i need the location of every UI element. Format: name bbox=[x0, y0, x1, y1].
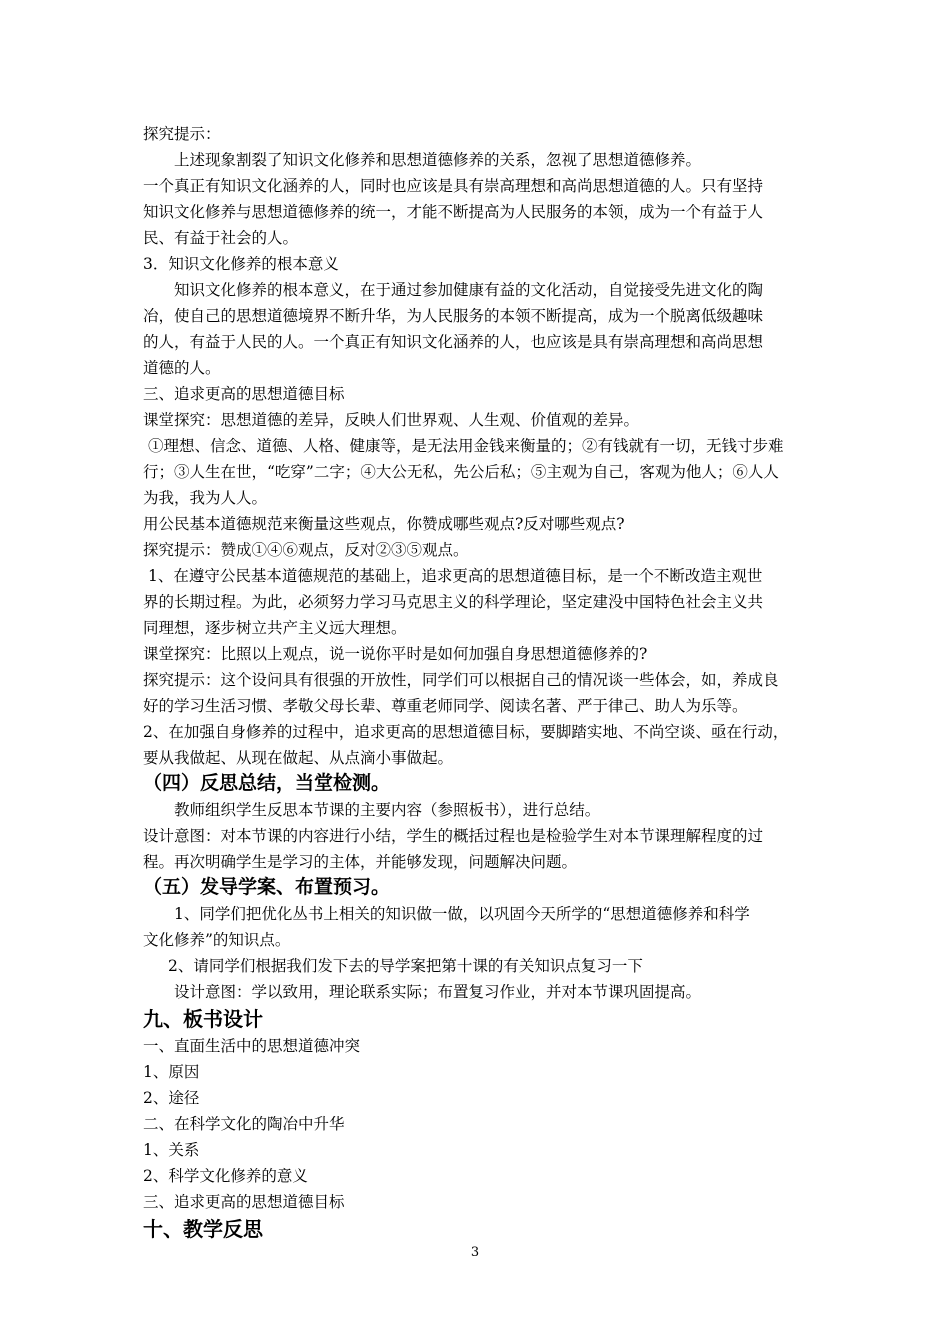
outline-item: 一、直面生活中的思想道德冲突 bbox=[143, 1037, 361, 1055]
paragraph-line: 一个真正有知识文化涵养的人，同时也应该是具有崇高理想和高尚思想道德的人。只有坚持 bbox=[143, 177, 764, 195]
paragraph-line: 为我，我为人人。 bbox=[143, 489, 268, 507]
paragraph-line: 课堂探究：思想道德的差异，反映人们世界观、人生观、价值观的差异。 bbox=[143, 411, 640, 429]
outline-item: 2、途径 bbox=[143, 1089, 200, 1107]
paragraph-line: 1、在遵守公民基本道德规范的基础上，追求更高的思想道德目标，是一个不断改造主观世 bbox=[148, 567, 763, 585]
paragraph-line: 2、请同学们根据我们发下去的导学案把第十课的有关知识点复习一下 bbox=[168, 957, 643, 975]
paragraph-line: ①理想、信念、道德、人格、健康等，是无法用金钱来衡量的；②有钱就有一切，无钱寸步难 bbox=[148, 437, 784, 455]
paragraph-line: 知识文化修养的根本意义，在于通过参加健康有益的文化活动，自觉接受先进文化的陶 bbox=[174, 281, 764, 299]
paragraph-line: 程。再次明确学生是学习的主体，并能够发现，问题解决问题。 bbox=[143, 853, 578, 871]
outline-item: 二、在科学文化的陶冶中升华 bbox=[143, 1115, 345, 1133]
paragraph-line: 2、在加强自身修养的过程中，追求更高的思想道德目标，要脚踏实地、不尚空谈、亟在行动， bbox=[143, 723, 789, 741]
paragraph-line: 上述现象割裂了知识文化修养和思想道德修养的关系，忽视了思想道德修养。 bbox=[174, 151, 702, 169]
blackboard-design-heading: 九、板书设计 bbox=[143, 1007, 263, 1031]
outline-item: 1、原因 bbox=[143, 1063, 200, 1081]
paragraph-line: 同理想，逐步树立共产主义远大理想。 bbox=[143, 619, 407, 637]
paragraph-line: 界的长期过程。为此，必须努力学习马克思主义的科学理论，坚定建没中国特色社会主义共 bbox=[143, 593, 764, 611]
paragraph-line: 道德的人。 bbox=[143, 359, 221, 377]
paragraph-line: 知识文化修养与思想道德修养的统一，才能不断提高为人民服务的本领，成为一个有益于人 bbox=[143, 203, 764, 221]
paragraph-line: 民、有益于社会的人。 bbox=[143, 229, 299, 247]
step-heading-four: （四）反思总结，当堂检测。 bbox=[143, 772, 391, 794]
page-number: 3 bbox=[470, 1245, 480, 1260]
section-heading: 三、追求更高的思想道德目标 bbox=[143, 385, 345, 403]
paragraph-line: 用公民基本道德规范来衡量这些观点，你赞成哪些观点?反对哪些观点? bbox=[143, 515, 625, 533]
paragraph-line: 课堂探究：比照以上观点，说一说你平时是如何加强自身思想道德修养的? bbox=[143, 645, 648, 663]
paragraph-line: 要从我做起、从现在做起、从点滴小事做起。 bbox=[143, 749, 454, 767]
paragraph-line: 设计意图：学以致用，理论联系实际；布置复习作业，并对本节课巩固提高。 bbox=[174, 983, 702, 1001]
step-heading-five: （五）发导学案、布置预习。 bbox=[143, 876, 391, 898]
paragraph-line: 探究提示：这个设问具有很强的开放性，同学们可以根据自己的情况谈一些体会，如，养成良 bbox=[143, 671, 779, 689]
teaching-reflection-heading: 十、教学反思 bbox=[143, 1217, 263, 1241]
subsection-heading: 3．知识文化修养的根本意义 bbox=[143, 255, 339, 273]
paragraph-line: 1、同学们把优化丛书上相关的知识做一做，以巩固今天所学的“思想道德修养和科学 bbox=[174, 905, 750, 923]
paragraph-line: 文化修养”的知识点。 bbox=[143, 931, 291, 949]
paragraph-line: 教师组织学生反思本节课的主要内容（参照板书），进行总结。 bbox=[174, 801, 601, 819]
explore-hint-label: 探究提示： bbox=[143, 125, 221, 143]
paragraph-line: 的人，有益于人民的人。一个真正有知识文化涵养的人，也应该是具有崇高理想和高尚思想 bbox=[143, 333, 764, 351]
outline-item: 2、科学文化修养的意义 bbox=[143, 1167, 308, 1185]
outline-item: 1、关系 bbox=[143, 1141, 200, 1159]
paragraph-line: 行；③人生在世，“吃穿”二字；④大公无私，先公后私；⑤主观为自己，客观为他人；⑥人人 bbox=[143, 463, 779, 481]
paragraph-line: 设计意图：对本节课的内容进行小结，学生的概括过程也是检验学生对本节课理解程度的过 bbox=[143, 827, 764, 845]
paragraph-line: 探究提示：赞成①④⑥观点，反对②③⑤观点。 bbox=[143, 541, 469, 559]
outline-item: 三、追求更高的思想道德目标 bbox=[143, 1193, 345, 1211]
paragraph-line: 冶，使自己的思想道德境界不断升华，为人民服务的本领不断提高，成为一个脱离低级趣味 bbox=[143, 307, 764, 325]
paragraph-line: 好的学习生活习惯、孝敬父母长辈、尊重老师同学、阅读名著、严于律己、助人为乐等。 bbox=[143, 697, 748, 715]
